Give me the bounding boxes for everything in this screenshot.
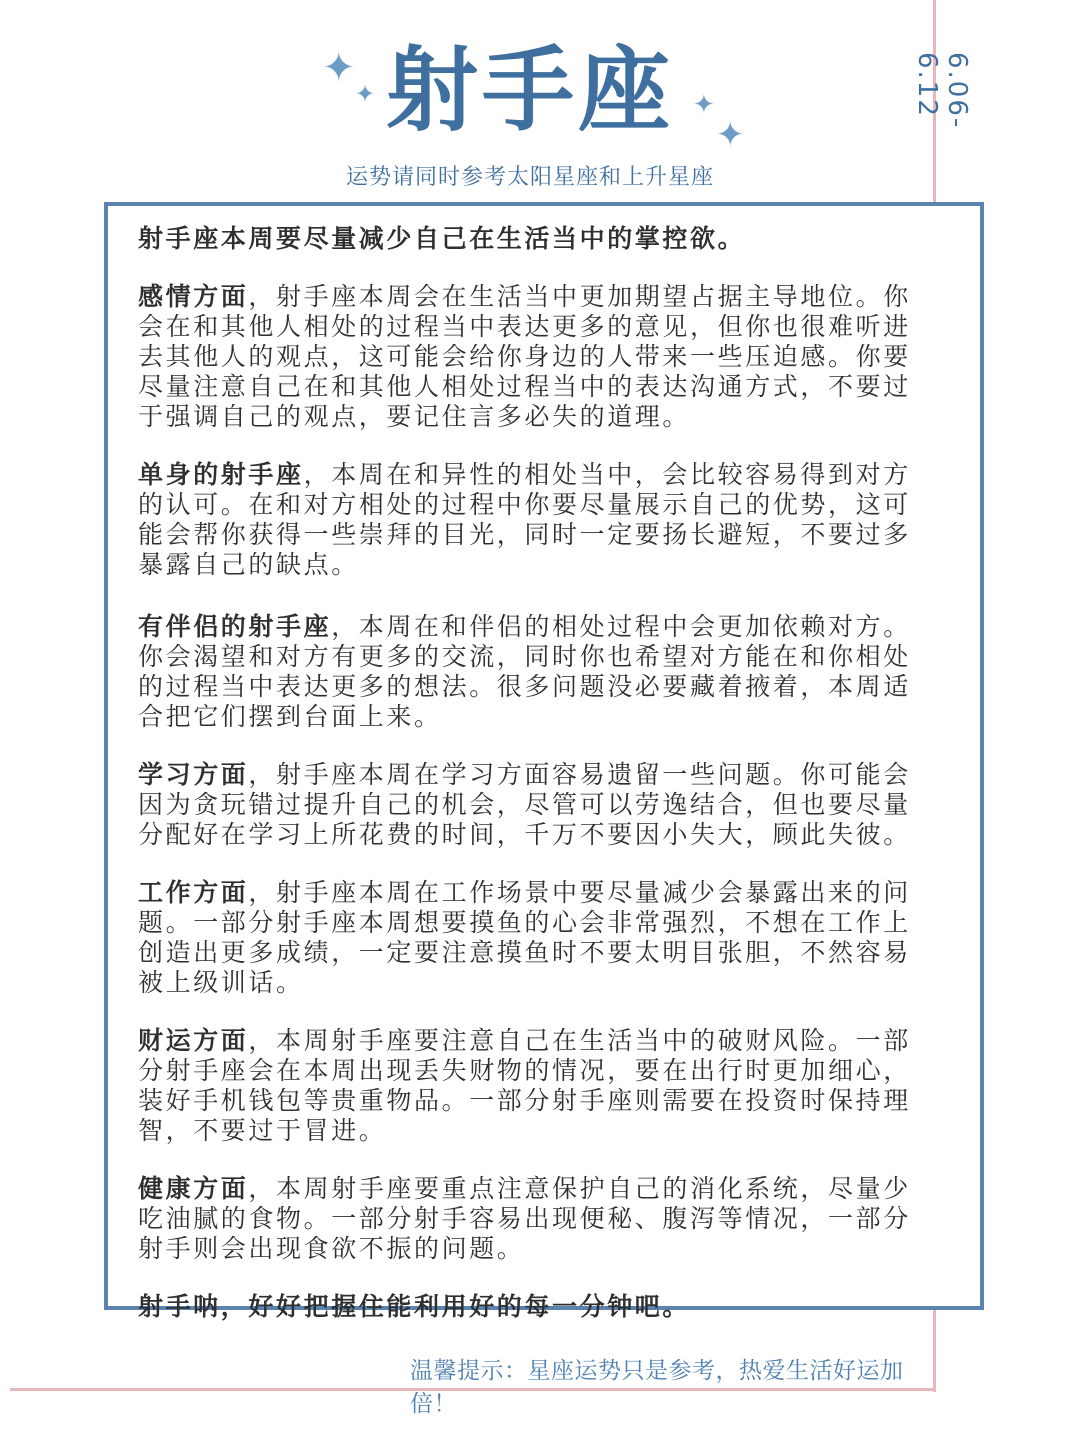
- section-heading: 单身的射手座: [138, 460, 304, 489]
- section-single: [138, 460, 918, 580]
- closing-text: 射手呐，好好把握住能利用好的每一分钟吧。: [138, 1292, 691, 1321]
- section-text: ，本周射手座要注意自己在生活当中的破财风险。一部分射手座会在本周出现丢失财物的情况，要在出行时更加细心，装好手机钱包等贵重物品。一部分射手座则需要在投资时保持理智，不要过于冒进。: [138, 1026, 911, 1145]
- section-heading: 财运方面: [138, 1026, 249, 1055]
- section-heading: 学习方面: [138, 760, 249, 789]
- section-text: ，射手座本周在工作场景中要尽量减少会暴露出来的问题。一部分射手座本周想要摸鱼的心会非常强烈，不想在工作上创造出更多成绩，一定要注意摸鱼时不要太明目张胆，不然容易被上级训话。: [138, 878, 911, 997]
- date-range: 6.06-6.12: [912, 52, 972, 130]
- section-heading: 健康方面: [138, 1174, 249, 1203]
- section-text: ，本周在和伴侣的相处过程中会更加依赖对方。你会渴望和对方有更多的交流，同时你也希望对方能在和你相处的过程当中表达更多的想法。很多问题没必要藏着掖着，本周适合把它们摆到台面上来。: [138, 612, 911, 731]
- lead-text: 射手座本周要尽量减少自己在生活当中的掌控欲。: [138, 224, 746, 253]
- section-text: ，本周在和异性的相处当中，会比较容易得到对方的认可。在和对方相处的过程中你要尽量展示自己的优势，这可能会帮你获得一些崇拜的目光，同时一定要扬长避短，不要过多暴露自己的缺点。: [138, 460, 911, 579]
- sparkle-icon: ✦: [693, 90, 715, 120]
- page-title: 射手座: [385, 37, 674, 144]
- section-heading: 工作方面: [138, 878, 249, 907]
- section-wealth: [138, 1026, 918, 1146]
- section-text: ，本周射手座要重点注意保护自己的消化系统，尽量少吃油腻的食物。一部分射手容易出现便秘、腹泻等情况，一部分射手则会出现食欲不振的问题。: [138, 1174, 911, 1263]
- sparkle-icon: ✦: [355, 80, 376, 108]
- section-work: [138, 878, 918, 998]
- subtitle: 运势请同时参考太阳星座和上升星座: [345, 165, 714, 190]
- sparkle-icon: ✦: [716, 115, 745, 155]
- footer-tip: 温馨提示：星座运势只是参考，热爱生活好运加倍！: [410, 1358, 904, 1417]
- section-study: [138, 760, 918, 850]
- section-partnered: [138, 612, 918, 732]
- section-text: ，射手座本周在学习方面容易遗留一些问题。你可能会因为贪玩错过提升自己的机会，尽管可以劳逸结合，但也要尽量分配好在学习上所花费的时间，千万不要因小失大，顾此失彼。: [138, 760, 911, 849]
- section-love: [138, 282, 918, 432]
- section-heading: 有伴侣的射手座: [138, 612, 332, 641]
- section-heading: 感情方面: [138, 282, 249, 311]
- sparkle-icon: ✦: [322, 45, 356, 91]
- horoscope-content: [138, 224, 918, 1322]
- section-text: ，射手座本周会在生活当中更加期望占据主导地位。你会在和其他人相处的过程当中表达更多的意见，但你也很难听进去其他人的观点，这可能会给你身边的人带来一些压迫感。你要尽量注意自己在和其他人相处过程当中的表达沟通方式，不要过于强调自己的观点，要记住言多必失的道理。: [138, 282, 911, 431]
- horoscope-card: [104, 202, 984, 1321]
- section-health: [138, 1174, 918, 1264]
